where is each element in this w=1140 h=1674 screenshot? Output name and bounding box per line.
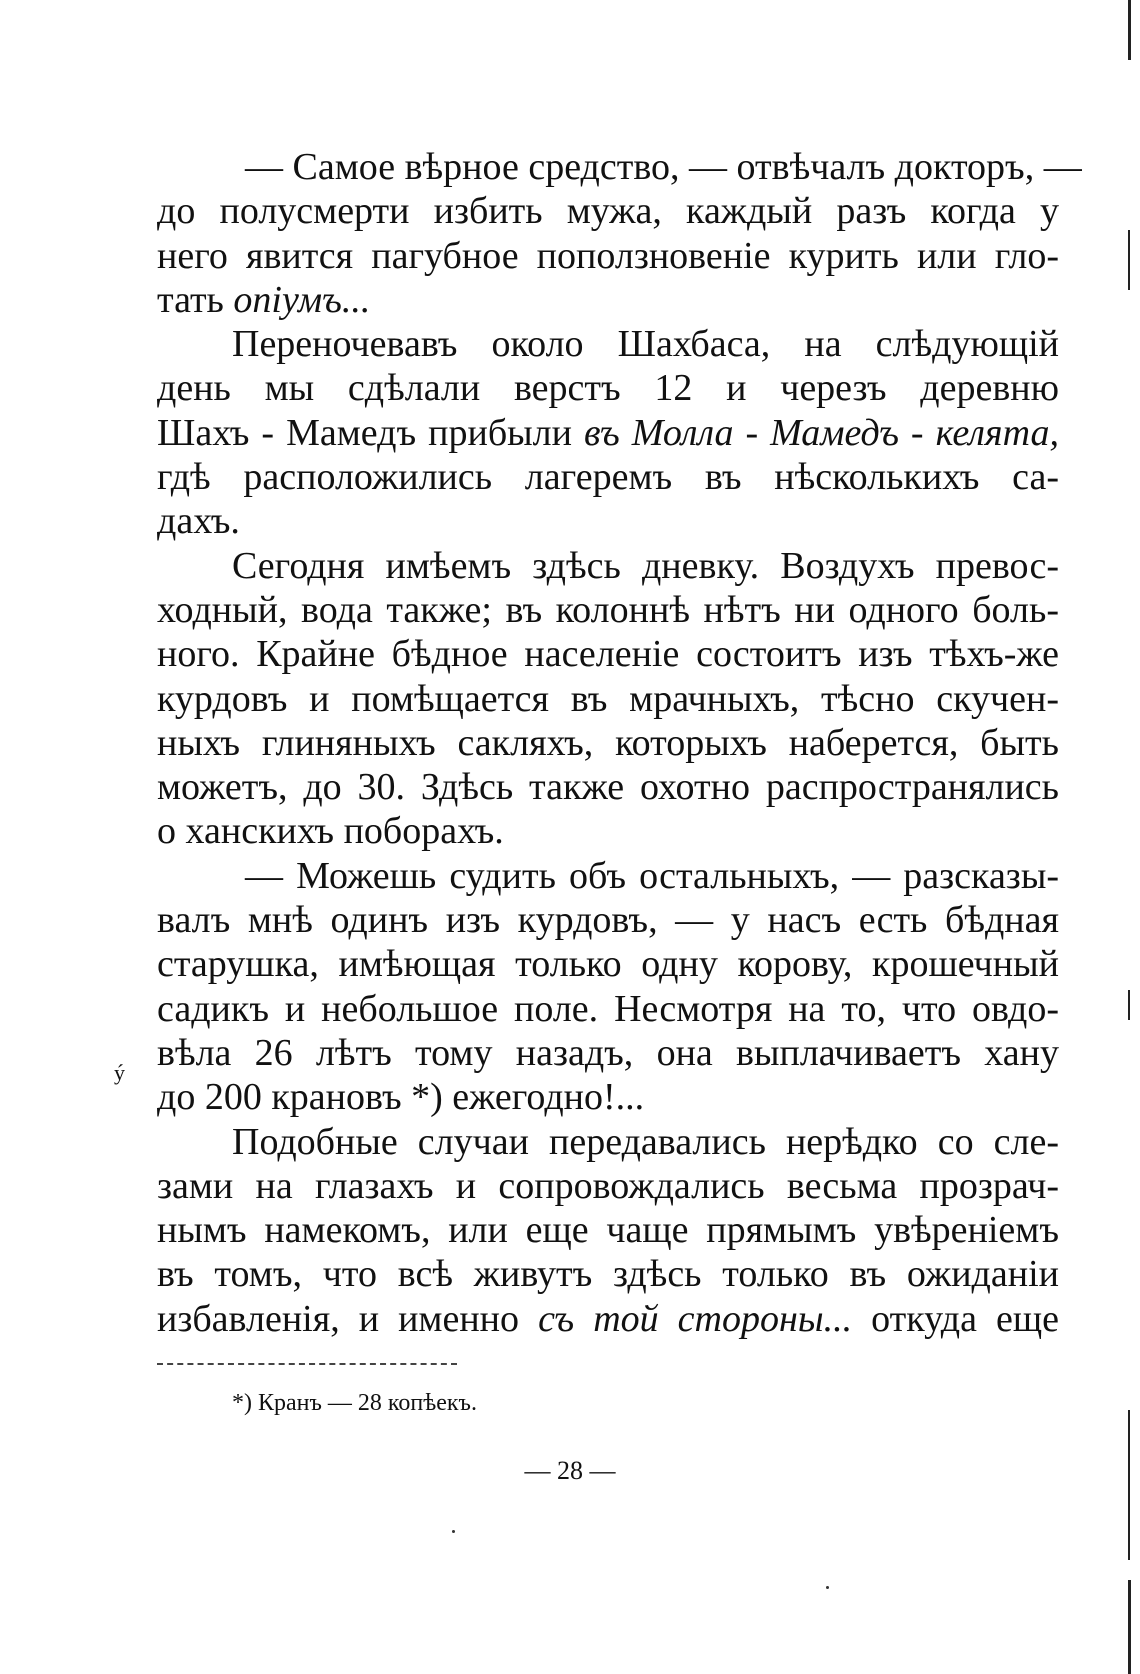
text-line: валъ мнѣ одинъ изъ курдовъ, — у насъ есть бѣдная bbox=[157, 899, 1059, 942]
text-line: ного. Крайне бѣдное населенiе состоитъ изъ тѣхъ-же bbox=[157, 633, 1059, 676]
text-line: ныхъ глиняныхъ сакляхъ, которыхъ наберется, быть bbox=[157, 721, 1059, 764]
footnote: *) Кранъ — 28 копѣекъ. bbox=[232, 1390, 477, 1416]
text-line: зами на глазахъ и сопровождались весьма прозрач- bbox=[157, 1164, 1059, 1207]
text-line: курдовъ и помѣщается въ мрачныхъ, тѣсно скучен- bbox=[157, 677, 1059, 720]
text-line: старушка, имѣющая только одну корову, крошечный bbox=[157, 943, 1059, 986]
text-line: о ханскихъ поборахъ. bbox=[157, 810, 504, 853]
text-line: Сегодня имѣемъ здѣсь дневку. Воздухъ превос- bbox=[232, 544, 1059, 587]
text-line: садикъ и небольшое поле. Несмотря на то, что овдо- bbox=[157, 987, 1059, 1030]
text-line bbox=[157, 1297, 1059, 1341]
text-line: въ томъ, что всѣ живутъ здѣсь только въ ожиданiи bbox=[157, 1253, 1059, 1296]
text-line: — Можешь судить объ остальныхъ, — разсказы- bbox=[245, 854, 1059, 897]
text-line: до полусмерти избить мужа, каждый разъ когда у bbox=[157, 190, 1059, 233]
margin-mark: ý bbox=[114, 1060, 125, 1085]
scan-edge-line bbox=[1128, 0, 1131, 60]
italic-phrase: съ той стороны... bbox=[538, 1297, 853, 1340]
scan-speck bbox=[452, 1530, 455, 1533]
scan-edge-line bbox=[1128, 1410, 1130, 1560]
page-number: — 28 — bbox=[524, 1456, 616, 1485]
scan-edge-line bbox=[1128, 230, 1130, 290]
text-line: — Самое вѣрное средство, — отвѣчалъ докторъ, — bbox=[245, 146, 1082, 188]
body-text bbox=[157, 145, 1082, 1341]
text-fragment: избавленiя, и именно bbox=[157, 1297, 539, 1340]
text-line: до 200 крановъ *) ежегодно!... bbox=[157, 1076, 645, 1119]
scan-edge-line bbox=[1128, 990, 1130, 1020]
text-line: нымъ намекомъ, или еще чаще прямымъ увѣренiемъ bbox=[157, 1209, 1059, 1252]
text-line: гдѣ расположились лагеремъ въ нѣсколькихъ са- bbox=[157, 456, 1059, 499]
text-fragment: Шахъ - Мамедъ прибыли bbox=[157, 411, 584, 454]
scan-edge-line bbox=[1128, 1580, 1131, 1674]
text-line: вѣла 26 лѣтъ тому назадъ, она выплачиваетъ хану bbox=[157, 1031, 1059, 1074]
text-line bbox=[157, 411, 1059, 455]
text-line bbox=[157, 278, 1059, 322]
text-fragment: тать bbox=[157, 278, 234, 321]
text-fragment: откуда еще bbox=[852, 1297, 1059, 1340]
italic-word: опiумъ... bbox=[233, 278, 371, 321]
text-line: Переночевавъ около Шахбаса, на слѣдующiй bbox=[232, 323, 1059, 366]
text-line: ходный, вода также; въ колоннѣ нѣтъ ни одного боль- bbox=[157, 588, 1059, 631]
italic-placename: въ Молла - Мамедъ - келята, bbox=[584, 411, 1059, 454]
scan-speck bbox=[826, 1586, 829, 1589]
text-line: можетъ, до 30. Здѣсь также охотно распространялись bbox=[157, 766, 1059, 809]
text-line: Подобные случаи передавались нерѣдко со сле- bbox=[232, 1120, 1059, 1163]
text-line: дахъ. bbox=[157, 500, 240, 543]
footnote-divider bbox=[157, 1363, 457, 1365]
text-line: него явится пагубное поползновенiе курить или гло- bbox=[157, 234, 1059, 277]
text-line: день мы сдѣлали верстъ 12 и черезъ деревню bbox=[157, 367, 1059, 410]
